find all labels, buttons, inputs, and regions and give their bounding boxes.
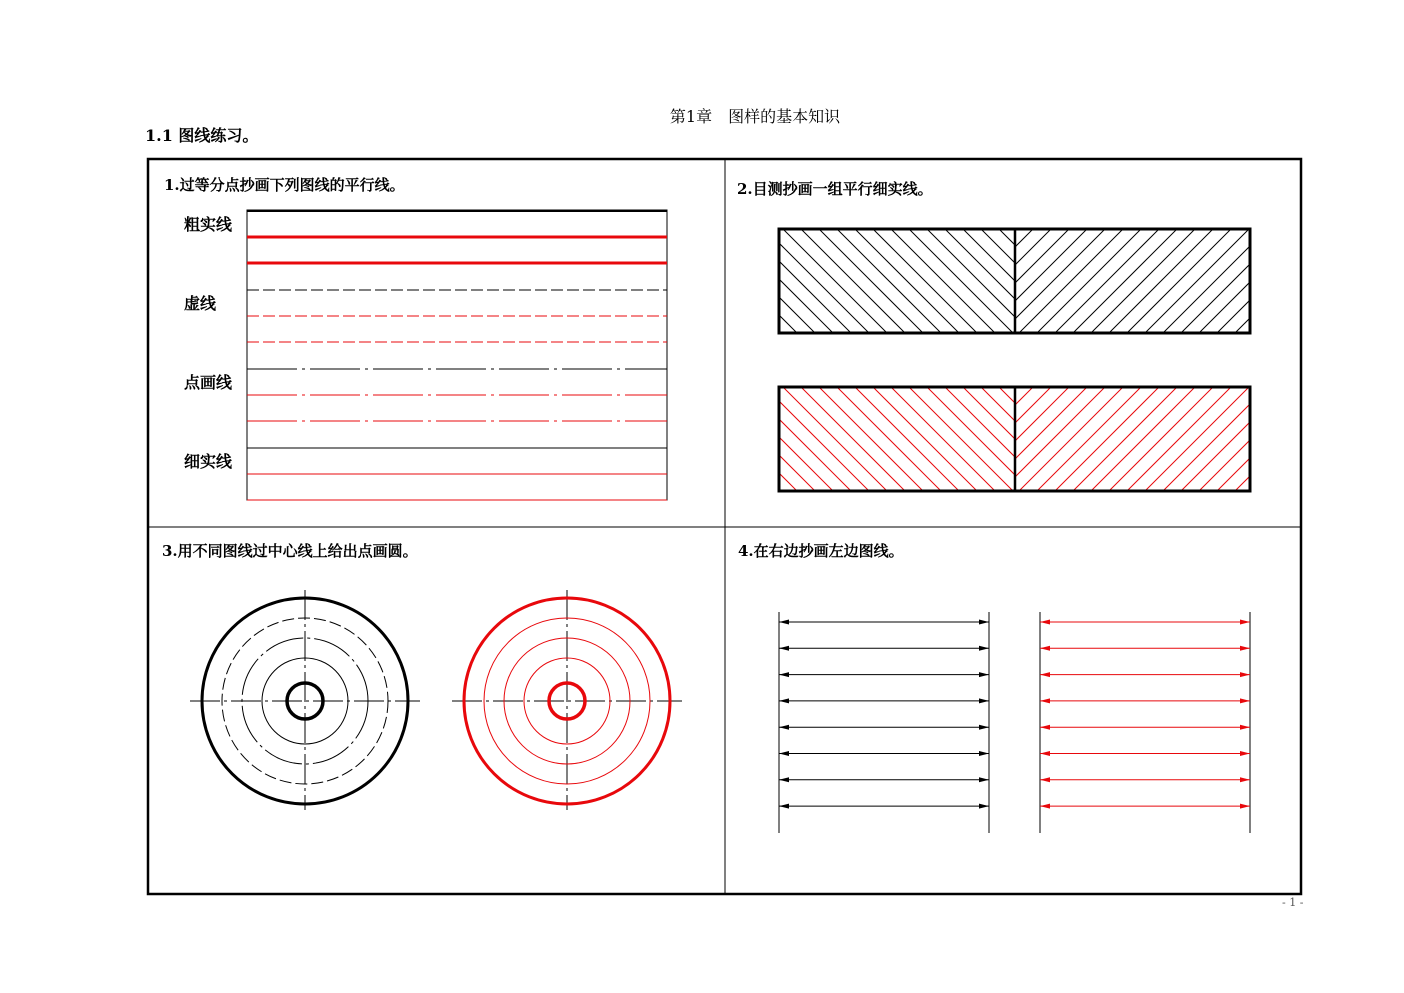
arrowhead-icon — [779, 751, 789, 756]
exercise-2-title: 2.目测抄画一组平行细实线。 — [737, 180, 933, 198]
hatch-line — [1107, 229, 1211, 333]
hatch-line — [675, 229, 779, 333]
hatch-line — [1325, 229, 1404, 333]
arrowhead-icon — [779, 646, 789, 651]
arrowhead-icon — [979, 620, 989, 625]
arrowhead-icon — [979, 777, 989, 782]
arrowhead-icon — [979, 646, 989, 651]
hatch-line — [1017, 229, 1121, 333]
hatch-line — [911, 387, 1015, 491]
section-title: 1.1 图线练习。 — [145, 126, 259, 145]
dimension-arrows-red — [1040, 620, 1250, 809]
hatch-line — [1271, 387, 1375, 491]
hatch-line — [1307, 387, 1404, 491]
dimension-arrows-black — [779, 620, 989, 809]
arrowhead-icon — [1040, 725, 1050, 730]
arrowhead-icon — [779, 620, 789, 625]
hatch-line — [1107, 387, 1211, 491]
arrowhead-icon — [1040, 646, 1050, 651]
hatch-line — [1343, 387, 1404, 491]
circle-set-black — [190, 590, 420, 810]
hatch-line — [1071, 387, 1175, 491]
arrowhead-icon — [779, 804, 789, 809]
circle-set-red — [452, 590, 682, 810]
exercise-3-circles — [190, 590, 682, 810]
arrowhead-icon — [779, 672, 789, 677]
hatch-line — [1289, 229, 1393, 333]
hatch-line — [1089, 387, 1193, 491]
label-dash-dot: 点画线 — [184, 373, 233, 392]
arrowhead-icon — [1040, 804, 1050, 809]
arrowhead-icon — [979, 725, 989, 730]
hatch-line — [1071, 229, 1175, 333]
arrowhead-icon — [779, 777, 789, 782]
hatch-line — [1053, 387, 1157, 491]
hatch-red-right — [911, 387, 1404, 491]
hatch-line — [675, 387, 779, 491]
hatch-black-right — [911, 229, 1404, 333]
arrowhead-icon — [979, 672, 989, 677]
exercise-3-title: 3.用不同图线过中心线上给出点画圆。 — [162, 542, 418, 560]
arrowhead-icon — [779, 725, 789, 730]
arrowhead-icon — [1040, 620, 1050, 625]
exercise-1-title: 1.过等分点抄画下列图线的平行线。 — [164, 176, 405, 194]
hatch-black-left — [675, 229, 1211, 333]
exercise-4-arrows — [779, 612, 1250, 833]
arrowhead-icon — [979, 751, 989, 756]
hatch-line — [1253, 229, 1357, 333]
hatch-line — [1053, 229, 1157, 333]
label-dashed: 虚线 — [184, 294, 217, 313]
hatch-line — [1035, 229, 1139, 333]
arrowhead-icon — [1240, 725, 1250, 730]
arrowhead-icon — [1240, 698, 1250, 703]
arrowhead-icon — [779, 698, 789, 703]
arrowhead-icon — [1040, 777, 1050, 782]
hatch-line — [1343, 229, 1404, 333]
label-thick-solid: 粗实线 — [184, 215, 233, 234]
arrowhead-icon — [1240, 620, 1250, 625]
arrowhead-icon — [1040, 751, 1050, 756]
arrowhead-icon — [1240, 751, 1250, 756]
hatch-line — [1035, 387, 1139, 491]
hatch-line — [1017, 387, 1121, 491]
arrowhead-icon — [1240, 777, 1250, 782]
exercise-1-line-practice — [247, 210, 667, 500]
exercise-4-title: 4.在右边抄画左边图线。 — [738, 542, 904, 560]
hatch-line — [1289, 387, 1393, 491]
hatch-line — [1089, 229, 1193, 333]
arrowhead-icon — [1240, 672, 1250, 677]
arrowhead-icon — [979, 698, 989, 703]
hatch-line — [1253, 387, 1357, 491]
exercise-2-hatching — [675, 229, 1404, 491]
arrowhead-icon — [1040, 698, 1050, 703]
hatch-line — [911, 229, 1015, 333]
hatch-line — [1307, 229, 1404, 333]
worksheet-frame — [148, 159, 1301, 894]
hatch-line — [1325, 387, 1404, 491]
label-thin-solid: 细实线 — [184, 452, 233, 471]
hatch-line — [1271, 229, 1375, 333]
arrowhead-icon — [1040, 672, 1050, 677]
hatch-red-left — [675, 387, 1211, 491]
page-number: - 1 - — [1282, 896, 1304, 909]
arrowhead-icon — [1240, 646, 1250, 651]
arrowhead-icon — [979, 804, 989, 809]
chapter-title: 第1章 图样的基本知识 — [669, 107, 841, 126]
arrowhead-icon — [1240, 804, 1250, 809]
